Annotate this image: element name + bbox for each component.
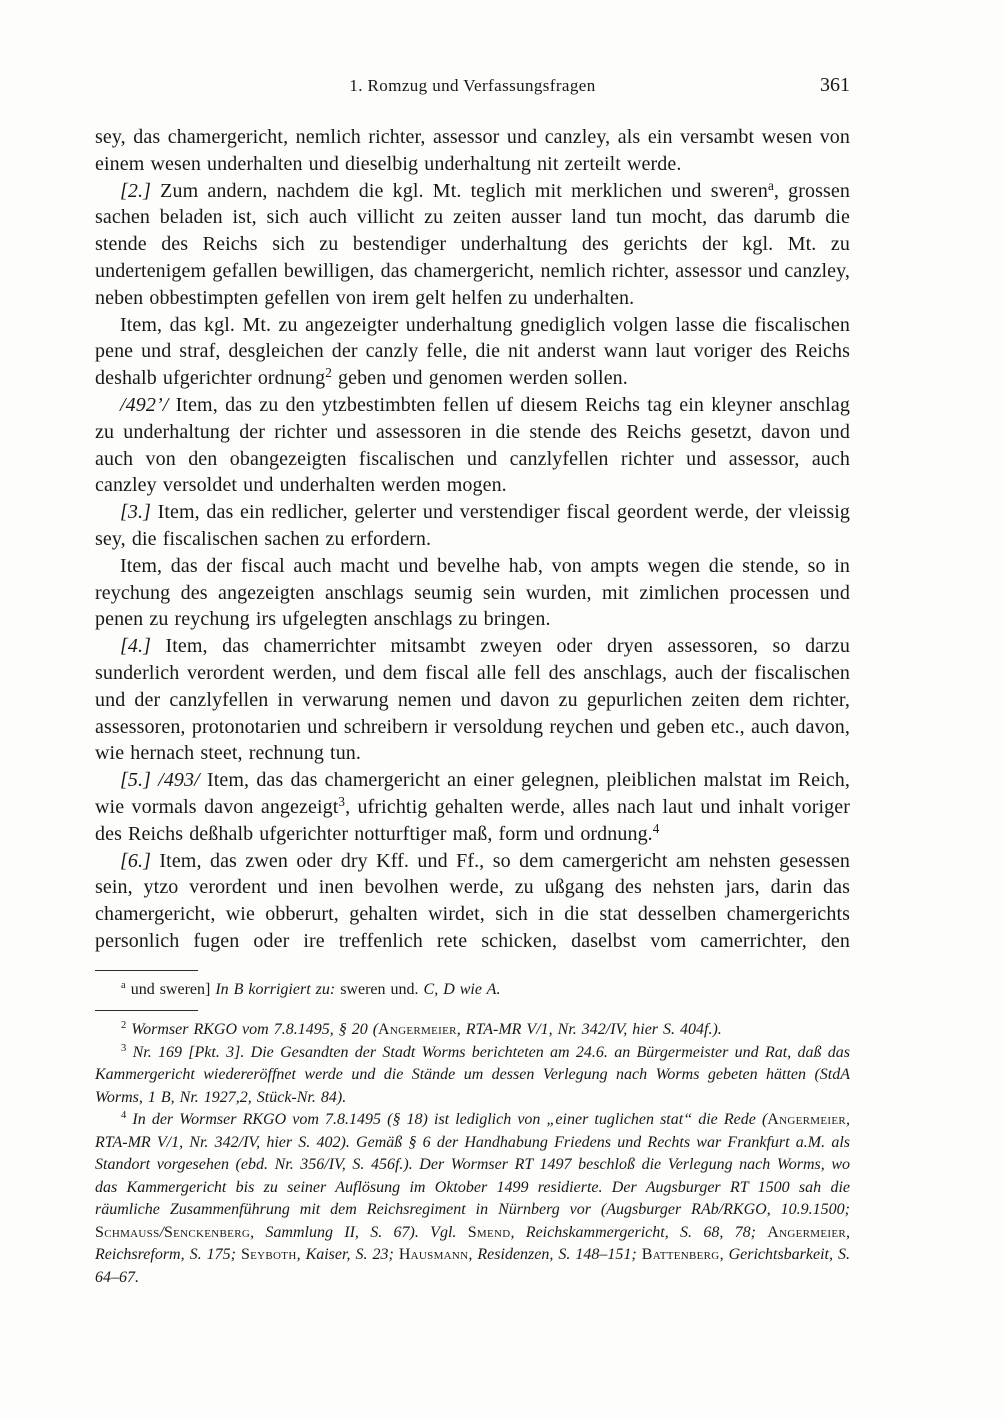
text-segment: Seyboth [240,1246,297,1264]
text-segment: /492’/ [120,393,176,416]
text-segment: [2.] [120,179,161,202]
paragraph [95,848,850,955]
text-segment: , Sammlung II, S. 67). Vgl. [250,1223,468,1241]
paragraph [95,767,850,847]
text-segment: Senckenberg [163,1223,251,1241]
text-segment: Item, das zu den ytzbestimbten fellen uf diesem Reichs tag ein kleyner anschlag zu underhaltung der richter und assessoren in die stende des Reichs gesetzt, davon und auch von den obangezeigten fiscalischen und canzlyfellen richter und assessor, auch canzley versoldet und underhalten werden mogen. [95,393,850,497]
footnote-2 [95,1019,850,1042]
note-reference-superscript: 4 [121,1110,127,1122]
text-segment: C, D wie A. [423,980,501,998]
page-number: 361 [820,74,850,96]
text-segment: Hausmann [398,1246,469,1264]
text-segment: [6.] [120,849,160,872]
note-reference-superscript: a [121,979,126,991]
footnote-separator-rule [95,1010,198,1011]
text-segment: , Reichsreform, S. 175; [95,1223,850,1264]
text-segment: geben und genomen werden sollen. [331,367,628,390]
body-text [95,124,850,955]
text-segment: [4.] [120,635,166,658]
footnote-3 [95,1042,850,1110]
text-segment: Angermeier [378,1021,457,1039]
text-segment: Item, das das chamergericht an einer gelegnen, pleiblichen malstat im Reich, wie vormals davon angezeigt [95,769,850,818]
text-segment: , grossen sachen beladen ist, sich auch villicht zu zeiten ausser land tun mocht, das darumb die stende des Reichs sich zu bestendiger underhaltung des gerichts der kgl. Mt. zu undertenigem gefallen bewilligen, das chamergericht, nemlich richter, assessor und canzley, neben obbestimpten gefellen von irem gelt helfen zu underhalten. [95,179,850,309]
text-segment: In B korrigiert zu: [215,980,341,998]
text-segment: Schmauss [95,1223,160,1241]
note-reference-superscript: 3 [121,1042,127,1054]
paragraph [95,553,850,633]
text-segment: Item, das zwen oder dry Kff. und Ff., so dem camergericht am nehsten gesessen sein, ytzo verordent und inen bevolhen werde, zu ußgang des nehsten jars, darin das chamergericht, wie obberurt, gehalten wirdet, sich in die stat desselben chamergerichts personlich fugen oder ire treffenlich rete schicken, daselbst vom camerrichter, den [95,849,850,952]
text-segment: Item, das der fiscal auch macht und bevelhe hab, von ampts wegen die stende, so in reychung des angezeigten anschlags seumig sein wurden, mit zimlichen processen und penen zu reychung irs ufgelegten anschlags zu bringen. [95,554,850,631]
text-segment: sweren und. [340,980,424,998]
text-segment: / [159,1223,164,1241]
footnote-4 [95,1109,850,1289]
note-reference-superscript: 4 [652,820,660,836]
text-segment: Zum andern, nachdem die kgl. Mt. teglich mit merklichen und sweren [160,179,768,202]
footnotes-block [95,1019,850,1289]
text-segment: Item, das kgl. Mt. zu angezeigter underhaltung gnediglich volgen lasse die fiscalischen pene und straf, desgleichen der canzly felle, die nit anderst wann laut voriger des Reichs deshalb ufgerichter ordnung [95,313,850,390]
text-segment: Battenberg [641,1246,720,1264]
text-segment: Angermeier [767,1223,846,1241]
text-segment: , Residenzen, S. 148–151; [468,1246,642,1264]
paragraph [95,312,850,392]
paragraph [95,178,850,312]
critical-apparatus-note-a [95,979,850,1002]
text-segment: Item, das ein redlicher, gelerter und verstendiger fiscal geordent werde, der vleissig sey, die fiscalischen sachen zu erfordern. [95,501,850,550]
text-segment: [3.] [120,501,158,524]
text-segment: , ufrichtig gehalten werde, alles nach laut und inhalt voriger des Reichs deßhalb ufgerichter notturftiger maß, form und ordnung. [95,795,850,845]
text-segment: , Reichskammergericht, S. 68, 78; [510,1223,768,1241]
chapter-title: 1. Romzug und Verfassungsfragen [349,76,596,95]
text-segment: , RTA-MR V/1, Nr. 342/IV, hier S. 402). Gemäß § 6 der Handhabung Friedens und Rechts war Frankfurt a.M. als Standort vorgesehen (ebd. Nr. 356/IV, S. 456f.). Der Wormser RT 1497 beschloß die Verlegung nach Worms, wo das Kammergericht bis zu seiner Auflösung im Oktober 1499 residierte. Der Augsburger RT 1500 sah die räumliche Zusammenführung mit dem Reichsregiment in Nürnberg vor (Augsburger RAb/RKGO, 10.9.1500; [95,1111,850,1219]
paragraph [95,392,850,499]
text-segment: , Kaiser, S. 23; [296,1246,399,1264]
paragraph [95,124,850,178]
text-segment: [5.] /493/ [120,769,207,792]
text-segment: In der Wormser RKGO vom 7.8.1495 (§ 18) ist lediglich von „einer tuglichen stat“ die Rede ( [126,1111,768,1129]
text-segment: sey, das chamergericht, nemlich richter, assessor und canzley, als ein versambt wesen von einem wesen underhalten und dieselbig underhaltung nit zerteilt werde. [95,126,850,175]
paragraph [95,499,850,553]
note-reference-superscript: 3 [338,793,346,809]
note-reference-superscript: a [767,177,774,193]
text-segment: Item, das chamerrichter mitsambt zweyen oder dryen assessoren, so darzu sunderlich verordent werden, und dem fiscal alle fell des anschlags, auch der fiscalischen und der canzlyfellen in verwarung nemen und davon zu gepurlichen zeiten dem richter, assessoren, protonotarien und schreibern ir versoldung reychen und geben etc., auch davon, wie hernach steet, rechnung tun. [95,635,850,765]
text-segment: , RTA-MR V/1, Nr. 342/IV, hier S. 404f.). [456,1021,722,1039]
text-segment: , Gerichtsbarkeit, S. 64–67. [95,1246,850,1286]
paragraph [95,633,850,767]
apparatus-separator-rule [95,970,198,971]
running-head [95,76,850,102]
text-segment: Angermeier [767,1111,846,1129]
text-segment: Nr. 169 [Pkt. 3]. Die Gesandten der Stadt Worms berichteten am 24.6. an Bürgermeister und Rat, daß das Kammergericht wiedereröffnet werde und die Stände um dessen Verlegung nach Worms gebeten hätten (StdA Worms, 1 B, Nr. 1927,2, Stück-Nr. 84). [95,1043,850,1106]
text-segment: und sweren] [125,980,216,998]
text-segment: Wormser RKGO vom 7.8.1495, § 20 ( [126,1021,379,1039]
text-segment: Smend [467,1223,511,1241]
note-reference-superscript: 2 [121,1020,127,1032]
note-reference-superscript: 2 [325,364,332,380]
